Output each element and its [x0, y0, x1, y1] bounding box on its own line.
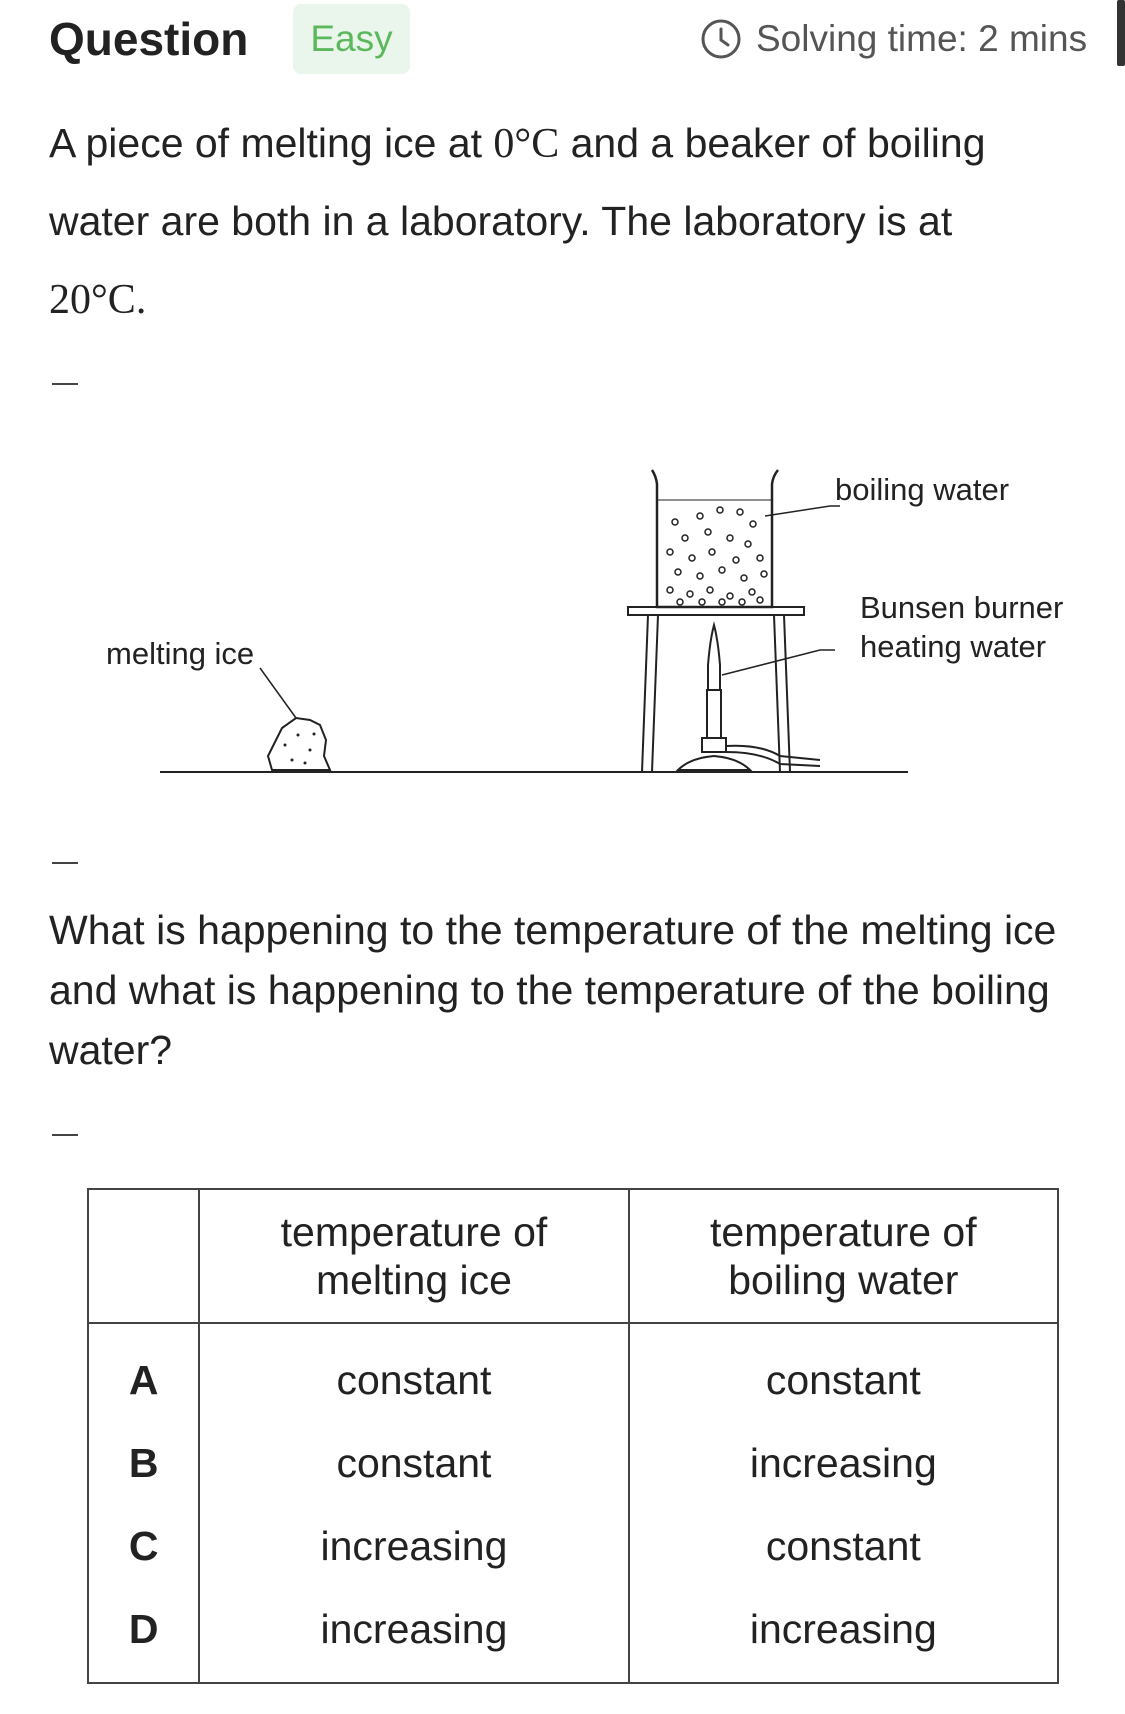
solving-time-label: Solving time: 2 mins	[756, 18, 1088, 59]
table-row[interactable]	[88, 1505, 1058, 1588]
question-line-3	[49, 260, 1059, 338]
label-melting-ice: melting ice	[106, 636, 255, 671]
scrollbar[interactable]	[1117, 0, 1125, 66]
difficulty-badge: Easy	[293, 4, 410, 74]
answer-table	[87, 1188, 1059, 1684]
clock-icon	[700, 18, 742, 60]
ice-lump	[268, 718, 330, 770]
table-row[interactable]	[88, 1588, 1058, 1683]
separator	[52, 862, 78, 864]
question-line-2: water are both in a laboratory. The laboratory is at	[49, 198, 953, 244]
header-text: boiling water	[728, 1257, 959, 1303]
question-prompt: What is happening to the temperature of the melting ice and what is happening to the temperature of the boiling water?	[49, 907, 1057, 1073]
option-letter: A	[88, 1323, 199, 1422]
math-temperature-ice: 0°C	[493, 121, 560, 167]
page-title: Question	[49, 13, 249, 65]
period: .	[135, 277, 147, 323]
burner-base	[678, 756, 750, 770]
ice-cell: constant	[199, 1422, 628, 1505]
ice-cell: constant	[199, 1323, 628, 1422]
burner-collar	[702, 738, 726, 752]
burner-pointer	[722, 650, 835, 675]
header-text: temperature of	[280, 1209, 548, 1255]
option-column-header	[88, 1189, 199, 1323]
separator	[52, 1134, 78, 1136]
question-header	[0, 0, 1125, 78]
label-burner-line2: heating water	[860, 629, 1047, 664]
table-row[interactable]	[88, 1422, 1058, 1505]
table-row[interactable]	[88, 1323, 1058, 1422]
lab-diagram	[100, 460, 1080, 800]
boiling-water-pointer	[765, 506, 840, 516]
question-text: A piece of melting ice at	[49, 120, 494, 166]
option-letter: C	[88, 1505, 199, 1588]
header-text: melting ice	[315, 1257, 512, 1303]
column-header-water	[629, 1189, 1058, 1323]
ice-pointer	[260, 668, 296, 718]
question-intro	[49, 104, 1059, 338]
header-text: temperature of	[709, 1209, 977, 1255]
label-boiling-water: boiling water	[835, 472, 1010, 507]
burner-tube	[707, 690, 721, 740]
label-burner-line1: Bunsen burner	[860, 590, 1064, 625]
option-letter: B	[88, 1422, 199, 1505]
water-cell: constant	[629, 1323, 1058, 1422]
water-cell: constant	[629, 1505, 1058, 1588]
separator	[52, 383, 78, 385]
math-temperature-lab: 20°C	[49, 277, 136, 323]
table-header-row	[88, 1189, 1058, 1323]
ice-cell: increasing	[199, 1588, 628, 1683]
bubbles	[667, 507, 767, 605]
ice-cell: increasing	[199, 1505, 628, 1588]
question-line-1	[49, 104, 1059, 182]
question-text: and a beaker of boiling	[559, 120, 986, 166]
water-cell: increasing	[629, 1422, 1058, 1505]
solving-time	[700, 14, 1087, 64]
column-header-ice	[199, 1189, 628, 1323]
burner-flame	[708, 625, 720, 690]
option-letter: D	[88, 1588, 199, 1683]
water-cell: increasing	[629, 1588, 1058, 1683]
